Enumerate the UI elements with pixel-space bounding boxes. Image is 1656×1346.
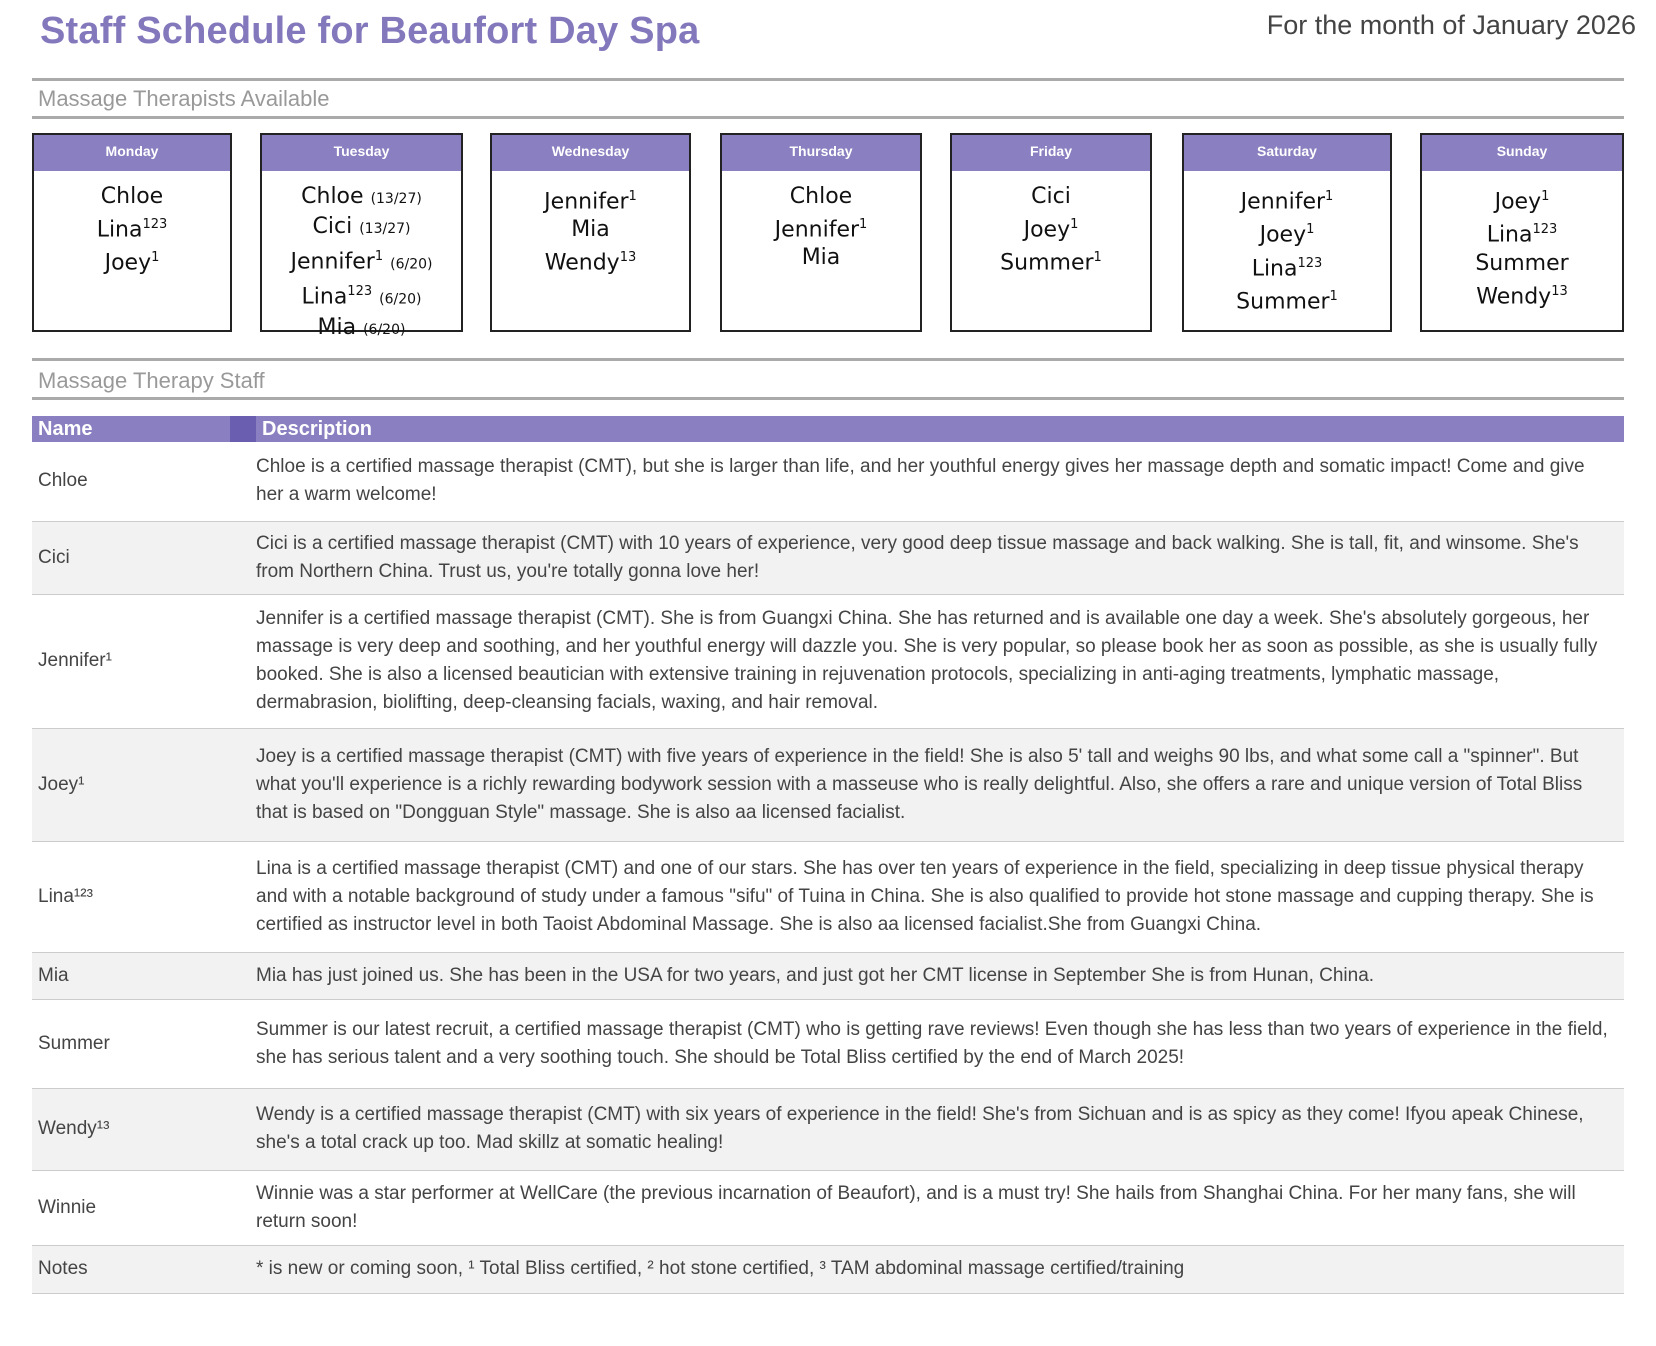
therapist-name: Joey — [1259, 222, 1307, 248]
staff-name: Winnie — [32, 1170, 230, 1245]
table-row — [32, 1170, 1624, 1245]
therapist-name: Summer — [1475, 250, 1569, 276]
therapist-entry — [1184, 216, 1390, 249]
certification-marker: 123 — [347, 284, 373, 300]
certification-marker: 1 — [1306, 222, 1315, 238]
therapist-entry — [722, 211, 920, 244]
therapist-name: Mia — [317, 314, 357, 340]
day-header: Tuesday — [262, 135, 461, 171]
section-label-available: Massage Therapists Available — [38, 86, 330, 111]
month-label: For the month of January 2026 — [1266, 10, 1636, 40]
divider — [32, 116, 1624, 119]
staff-name: Summer — [32, 999, 230, 1088]
therapist-entry — [262, 243, 461, 278]
certification-marker: 1 — [151, 250, 160, 266]
therapist-entry — [262, 314, 461, 344]
day-card-sunday — [1420, 133, 1624, 332]
staff-name: Wendy¹³ — [32, 1088, 230, 1170]
therapist-name: Cici — [312, 214, 353, 239]
therapist-entry — [492, 244, 689, 277]
certification-marker: 1 — [859, 217, 868, 232]
therapist-entry — [34, 183, 230, 211]
therapist-name: Joey — [104, 250, 152, 276]
day-therapists — [1184, 171, 1390, 316]
staff-description: Joey is a certified massage therapist (CMT) with five years of experience in the field! She is also 5' tall and weighs 90 lbs, and what some call a "spinner". But what you'll experience is a richly rewarding bodywork session with a masseuse who is really delightful. Also, she offers a rare and unique version of Total Bliss that is based on "Dongguan Style" massage. She is also aa licensed facialist. — [256, 728, 1624, 841]
staff-description: Winnie was a star performer at WellCare (the previous incarnation of Beaufort), and is a must try! She hails from Shanghai China. For her many fans, she will return soon! — [256, 1170, 1624, 1245]
day-header: Thursday — [722, 135, 920, 171]
therapist-name: Lina — [1486, 222, 1533, 248]
day-header: Wednesday — [492, 135, 689, 171]
therapist-name: Jennifer — [290, 249, 375, 275]
certification-marker: 13 — [1551, 283, 1568, 299]
table-row — [32, 442, 1624, 521]
therapist-entry — [1422, 278, 1622, 311]
staff-description: Chloe is a certified massage therapist (CMT), but she is larger than life, and her youthful energy gives her massage depth and somatic impact! Come and give her a warm welcome! — [256, 442, 1624, 521]
therapist-entry — [34, 211, 230, 244]
therapist-name: Mia — [801, 245, 841, 271]
staff-name: Chloe — [32, 442, 230, 521]
therapist-entry — [262, 278, 461, 313]
therapist-name: Summer — [1236, 289, 1330, 315]
staff-description: Lina is a certified massage therapist (CMT) and one of our stars. She has over ten years of experience in the field, specializing in deep tissue physical therapy and with a notable background of study under a famous "sifu" of Tuina in China. She is also qualified to provide hot stone massage and cupping therapy. She is certified as instructor level in both Taoist Abdominal Massage. She is also aa licensed facialist.She from Guangxi China. — [256, 841, 1624, 952]
table-row — [32, 999, 1624, 1088]
staff-description: Mia has just joined us. She has been in the USA for two years, and just got her CMT license in September She is from Hunan, China. — [256, 952, 1624, 999]
certification-marker: 1 — [1325, 189, 1334, 204]
day-header: Saturday — [1184, 135, 1390, 171]
staff-description: Summer is our latest recruit, a certified massage therapist (CMT) who is getting rave reviews! Even though she has less than two years of experience in the field, she has serious talent and a very soothing touch. She should be Total Bliss certified by the end of March 2025! — [256, 999, 1624, 1088]
divider — [32, 358, 1624, 361]
therapist-entry — [1184, 183, 1390, 216]
divider — [32, 78, 1624, 81]
page-title: Staff Schedule for Beaufort Day Spa — [40, 10, 700, 52]
day-card-monday — [32, 133, 232, 332]
therapist-entry — [722, 183, 920, 211]
day-therapists — [952, 171, 1150, 278]
certification-marker: 1 — [1541, 189, 1550, 204]
therapist-name: Lina — [301, 284, 348, 310]
day-card-thursday — [720, 133, 922, 332]
therapist-name: Jennifer — [544, 189, 629, 215]
therapist-name: Lina — [96, 217, 143, 243]
staff-description: Cici is a certified massage therapist (CMT) with 10 years of experience, very good deep tissue massage and back walking. She is tall, fit, and winsome. She's from Northern China. Trust us, you're totally gonna love her! — [256, 521, 1624, 594]
therapist-name: Jennifer — [1240, 189, 1326, 215]
therapist-entry — [952, 211, 1150, 244]
day-therapists — [34, 171, 230, 278]
certification-marker: 1 — [1093, 250, 1102, 266]
staff-description: Jennifer is a certified massage therapist (CMT). She is from Guangxi China. She has returned and is available one day a week. She's absolutely gorgeous, her massage is very deep and soothing, and her youthful energy will dazzle you. She is very popular, so please book her as soon as possible, as she is usually fully booked. She is also a licensed beautician with extensive training in rejuvenation protocols, specializing in anti-aging treatments, lymphatic massage, dermabrasion, biolifting, deep-cleansing facials, waxing, and hair removal. — [256, 594, 1624, 728]
therapist-entry — [1184, 250, 1390, 283]
date-note: (13/27) — [359, 221, 411, 237]
certification-marker: 123 — [1532, 222, 1558, 238]
day-card-wednesday — [490, 133, 691, 332]
day-therapists — [722, 171, 920, 272]
day-therapists — [492, 171, 689, 278]
certification-marker: 13 — [619, 250, 637, 266]
day-card-tuesday — [260, 133, 463, 340]
therapist-entry — [34, 244, 230, 277]
therapist-entry — [1184, 283, 1390, 316]
staff-name: Cici — [32, 521, 230, 594]
certification-marker: 123 — [142, 217, 168, 232]
therapist-entry — [952, 183, 1150, 211]
therapist-name: Summer — [1000, 250, 1094, 276]
therapist-name: Jennifer — [774, 217, 860, 243]
day-header: Friday — [952, 135, 1150, 171]
therapist-entry — [1422, 250, 1622, 278]
day-card-saturday — [1182, 133, 1392, 332]
date-note: (6/20) — [390, 256, 433, 273]
date-note: (13/27) — [370, 191, 422, 207]
column-header-name: Name — [32, 416, 230, 442]
certification-marker: 1 — [374, 249, 384, 264]
therapist-entry — [1422, 216, 1622, 249]
therapist-name: Mia — [571, 217, 610, 243]
day-card-friday — [950, 133, 1152, 332]
day-header: Monday — [34, 135, 230, 171]
table-row — [32, 952, 1624, 999]
therapist-name: Chloe — [789, 184, 853, 209]
staff-name: Lina¹²³ — [32, 841, 230, 952]
day-therapists — [262, 171, 461, 344]
therapist-name: Joey — [1023, 217, 1071, 243]
certification-marker: 123 — [1297, 255, 1323, 271]
table-row — [32, 1245, 1624, 1293]
therapist-name: Wendy — [544, 250, 620, 276]
therapist-entry — [492, 216, 689, 244]
section-label-staff: Massage Therapy Staff — [38, 368, 265, 393]
therapist-entry — [262, 213, 461, 243]
table-row — [32, 594, 1624, 728]
date-note: (6/20) — [379, 291, 422, 308]
therapist-entry — [492, 183, 689, 216]
notes-label: Notes — [32, 1245, 230, 1293]
certification-marker: 1 — [1070, 217, 1079, 232]
therapist-name: Wendy — [1476, 283, 1552, 309]
table-row — [32, 521, 1624, 594]
day-header: Sunday — [1422, 135, 1622, 171]
therapist-entry — [1422, 183, 1622, 216]
table-row — [32, 1088, 1624, 1170]
column-header-description: Description — [256, 416, 1624, 442]
certification-marker: 1 — [628, 189, 637, 204]
column-header-spacer — [230, 416, 256, 442]
therapist-name: Chloe — [100, 184, 164, 209]
therapist-name: Joey — [1494, 189, 1542, 215]
therapist-name: Chloe — [301, 184, 364, 209]
staff-description: Wendy is a certified massage therapist (CMT) with six years of experience in the field! She's from Sichuan and is as spicy as they come! Ifyou apeak Chinese, she's a total crack up too. Mad skillz at somatic healing! — [256, 1088, 1624, 1170]
table-row — [32, 728, 1624, 841]
therapist-entry — [952, 244, 1150, 277]
table-row — [32, 841, 1624, 952]
therapist-entry — [262, 183, 461, 213]
day-therapists — [1422, 171, 1622, 311]
notes-text: * is new or coming soon, ¹ Total Bliss certified, ² hot stone certified, ³ TAM abdominal massage certified/training — [256, 1245, 1624, 1293]
staff-name: Jennifer¹ — [32, 594, 230, 728]
table-header-row — [32, 416, 1624, 442]
staff-name: Mia — [32, 952, 230, 999]
weekly-availability — [32, 133, 1624, 340]
divider — [32, 397, 1624, 400]
staff-name: Joey¹ — [32, 728, 230, 841]
therapist-name: Cici — [1031, 184, 1071, 209]
staff-table — [32, 416, 1624, 1294]
therapist-entry — [722, 244, 920, 272]
date-note: (6/20) — [363, 321, 406, 338]
certification-marker: 1 — [1329, 288, 1338, 304]
therapist-name: Lina — [1251, 255, 1298, 281]
